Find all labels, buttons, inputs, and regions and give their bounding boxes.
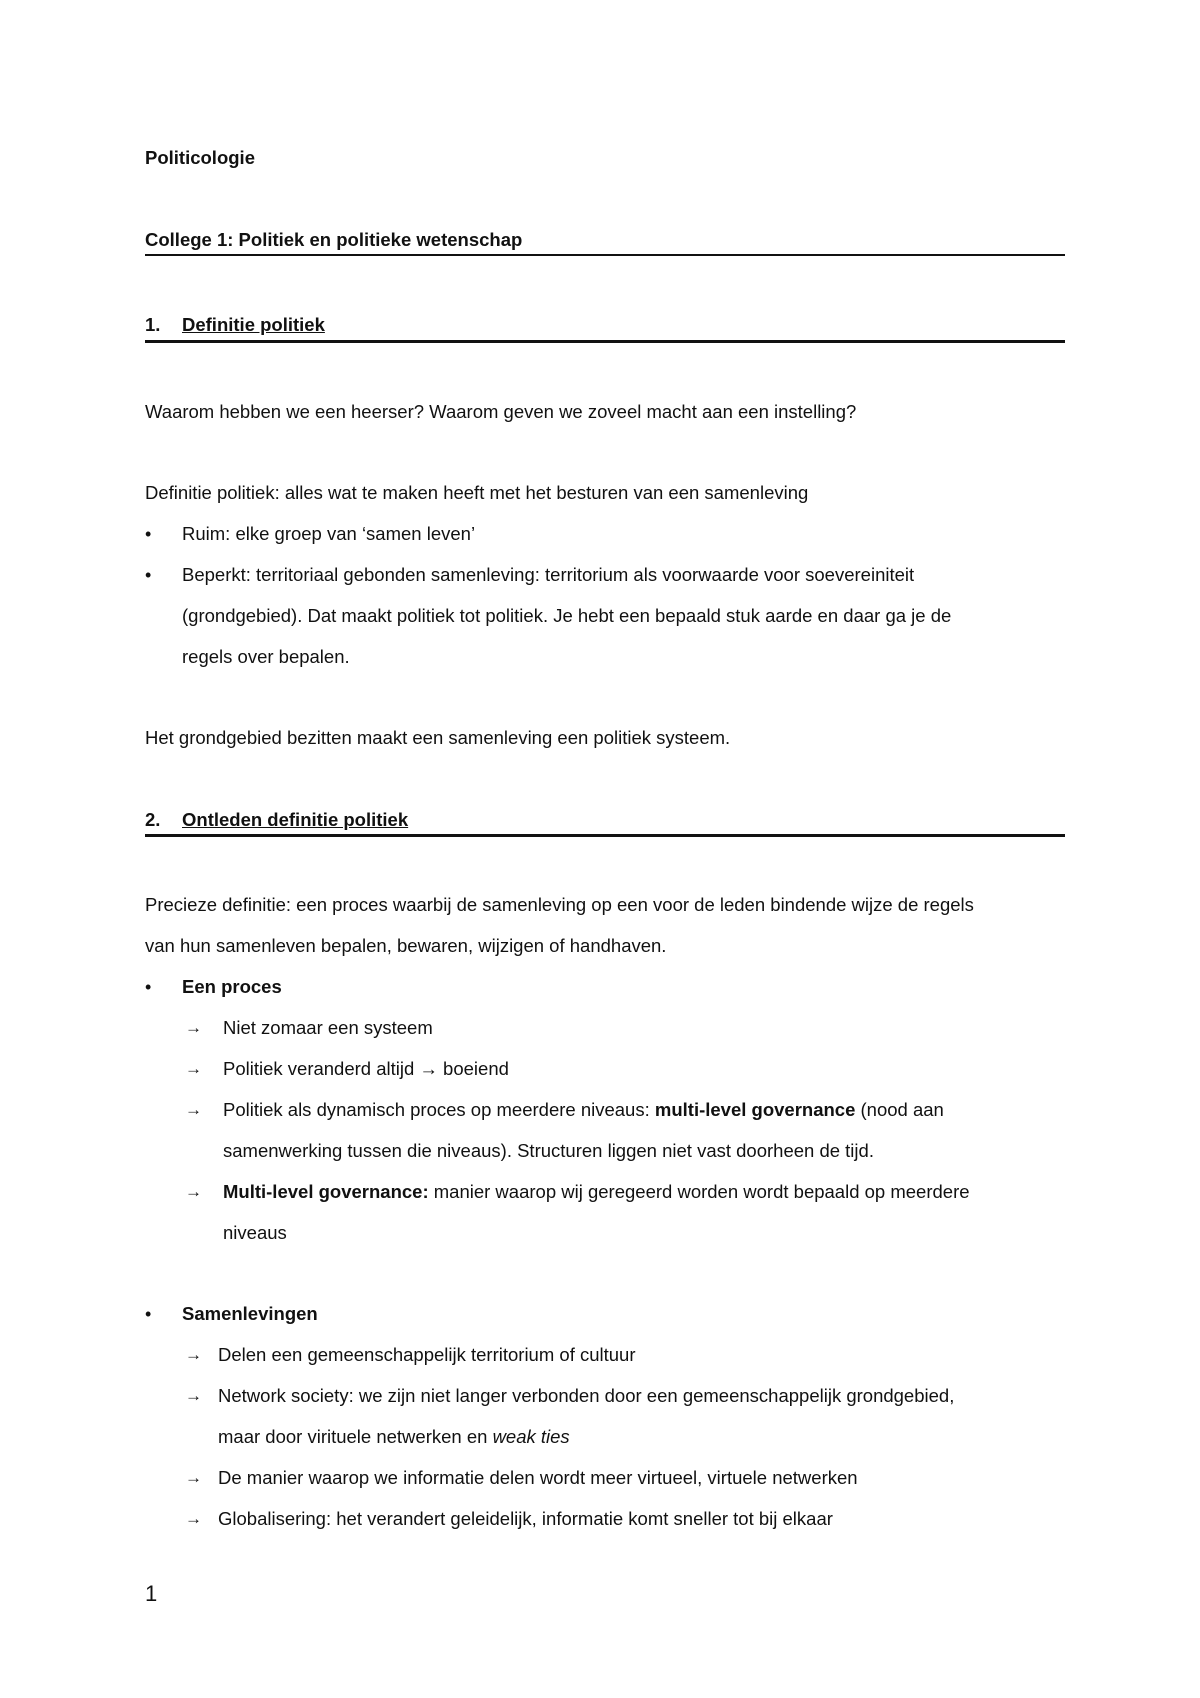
section-heading: Definitie politiek bbox=[182, 314, 325, 335]
arrow-icon: → bbox=[185, 1100, 202, 1119]
sub-list-item: Delen een gemeenschappelijk territorium of cultuur bbox=[218, 1344, 636, 1365]
text: boeiend bbox=[437, 1058, 509, 1079]
section-number: 2. bbox=[145, 809, 161, 830]
arrow-icon: → bbox=[185, 1345, 202, 1364]
sub-list-item: De manier waarop we informatie delen wordt meer virtueel, virtuele netwerken bbox=[218, 1467, 858, 1488]
text: maar door virituele netwerken en bbox=[218, 1426, 493, 1447]
list-heading: Samenlevingen bbox=[182, 1303, 318, 1324]
paragraph: Het grondgebied bezitten maakt een samenleving een politiek systeem. bbox=[145, 727, 731, 748]
sub-list-item-continuation: niveaus bbox=[223, 1222, 287, 1243]
arrow-icon: → bbox=[185, 1059, 202, 1078]
section-rule bbox=[145, 834, 1065, 837]
bullet-icon: • bbox=[145, 565, 152, 585]
sub-list-item: Niet zomaar een systeem bbox=[223, 1017, 433, 1038]
arrow-icon: → bbox=[185, 1509, 202, 1528]
document-title: Politicologie bbox=[145, 147, 255, 168]
text: Politiek veranderd altijd bbox=[223, 1058, 420, 1079]
arrow-icon: → bbox=[185, 1386, 202, 1405]
arrow-icon: → bbox=[185, 1468, 202, 1487]
page-number: 1 bbox=[145, 1581, 158, 1606]
bullet-icon: • bbox=[145, 1304, 152, 1324]
paragraph: Waarom hebben we een heerser? Waarom geven we zoveel macht aan een instelling? bbox=[145, 401, 857, 422]
list-item: Ruim: elke groep van ‘samen leven’ bbox=[182, 523, 476, 544]
sub-list-item: Network society: we zijn niet langer verbonden door een gemeenschappelijk grondgebied, bbox=[218, 1385, 955, 1406]
lecture-heading: College 1: Politiek en politieke wetenschap bbox=[145, 229, 523, 250]
section-rule bbox=[145, 340, 1065, 343]
sub-list-item: Globalisering: het verandert geleidelijk, informatie komt sneller tot bij elkaar bbox=[218, 1508, 833, 1529]
arrow-icon: → bbox=[185, 1182, 202, 1201]
bullet-icon: • bbox=[145, 524, 152, 544]
inline-arrow-icon: → bbox=[419, 1058, 438, 1079]
list-heading: Een proces bbox=[182, 976, 282, 997]
list-item: Beperkt: territoriaal gebonden samenleving: territorium als voorwaarde voor soevereiniteit bbox=[182, 564, 915, 585]
paragraph: van hun samenleven bepalen, bewaren, wijzigen of handhaven. bbox=[145, 935, 667, 956]
list-item-continuation: (grondgebied). Dat maakt politiek tot politiek. Je hebt een bepaald stuk aarde en daar ga je de bbox=[182, 605, 952, 626]
bullet-icon: • bbox=[145, 977, 152, 997]
sub-list-item bbox=[223, 1098, 944, 1122]
section-number: 1. bbox=[145, 314, 161, 335]
arrow-icon: → bbox=[185, 1018, 202, 1037]
bold-term: multi-level governance bbox=[654, 1099, 856, 1120]
sub-list-item-continuation bbox=[218, 1425, 570, 1449]
text: (nood aan bbox=[855, 1099, 944, 1120]
sub-list-item-continuation: samenwerking tussen die niveaus). Structuren liggen niet vast doorheen de tijd. bbox=[223, 1140, 874, 1161]
bold-term: Multi-level governance: bbox=[223, 1181, 429, 1202]
sub-list-item bbox=[223, 1057, 509, 1081]
sub-list-item bbox=[223, 1180, 970, 1204]
italic-term: weak ties bbox=[492, 1426, 570, 1447]
text: manier waarop wij geregeerd worden wordt bepaald op meerdere bbox=[428, 1181, 970, 1202]
section-heading: Ontleden definitie politiek bbox=[182, 809, 409, 830]
text: Politiek als dynamisch proces op meerdere niveaus: bbox=[223, 1099, 655, 1120]
paragraph: Precieze definitie: een proces waarbij de samenleving op een voor de leden bindende wijze de regels bbox=[145, 894, 974, 915]
heading-rule bbox=[145, 254, 1065, 256]
list-item-continuation: regels over bepalen. bbox=[182, 646, 350, 667]
paragraph: Definitie politiek: alles wat te maken heeft met het besturen van een samenleving bbox=[145, 482, 809, 503]
